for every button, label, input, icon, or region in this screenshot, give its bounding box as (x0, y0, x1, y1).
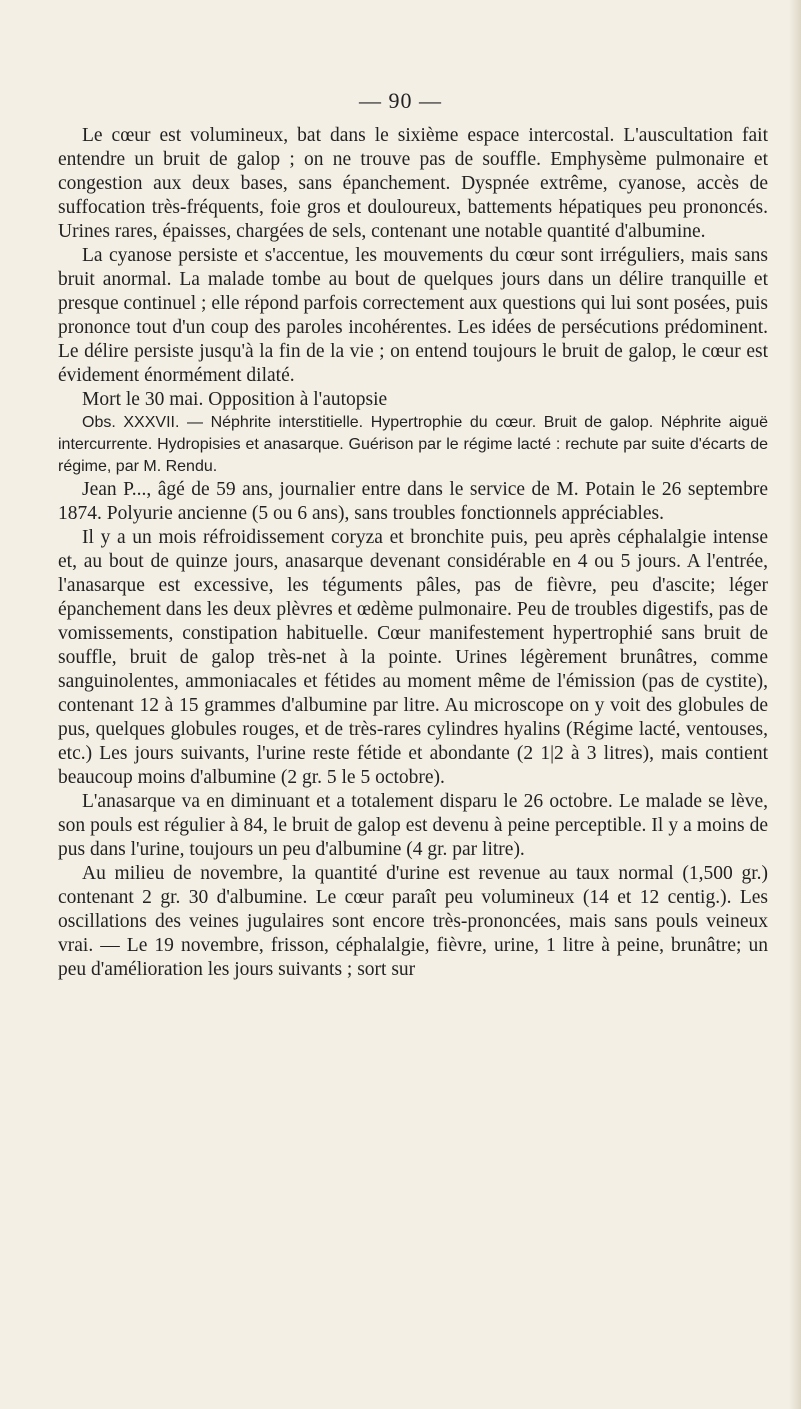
paragraph: Mort le 30 mai. Opposition à l'autopsie (82, 389, 388, 410)
paragraph: Le cœur est volumineux, bat dans le sixième espace intercostal. L'auscultation fait entendre un bruit de galop ; on ne trouve pas de souffle. Emphysème pulmonaire et congestion aux deux bases, sans épanchement. Dyspnée extrême, cyanose, accès de suffocation très-fréquents, foie gros et douloureux, battements hépatiques peu prononcés. Urines rares, épaisses, chargées de sels, contenant une notable quantité d'albumine. (58, 125, 768, 242)
observation-header: Obs. XXXVII. — Néphrite interstitielle. Hypertrophie du cœur. Bruit de galop. Néphrite aiguë intercurrente. Hydropisies et anasarque. Guérison par le régime lacté : rechute par suite d'écarts de régime, par M. Rendu. (58, 414, 768, 475)
page-number: — 90 — (359, 88, 442, 113)
paragraph: Jean P..., âgé de 59 ans, journalier entre dans le service de M. Potain le 26 septembre 1874. Polyurie ancienne (5 ou 6 ans), sans troubles fonctionnels appréciables. (58, 479, 768, 524)
paragraph: Il y a un mois réfroidissement coryza et bronchite puis, peu après céphalalgie intense et, au bout de quinze jours, anasarque devenant considérable en 4 ou 5 jours. A l'entrée, l'anasarque est excessive, les téguments pâles, pas de fièvre, peu d'ascite; léger épanchement dans les deux plèvres et œdème pulmonaire. Peu de troubles digestifs, pas de vomissements, constipation habituelle. Cœur manifestement hypertrophié sans bruit de souffle, bruit de galop très-net à la pointe. Urines légèrement brunâtres, comme sanguinolentes, ammoniacales et fétides au moment même de l'émission (pas de cystite), contenant 12 à 15 grammes d'albumine par litre. Au microscope on y voit des globules de pus, quelques globules rouges, et de très-rares cylindres hyalins (Régime lacté, ventouses, etc.) Les jours suivants, l'urine reste fétide et abondante (2 1|2 à 3 litres), mais contient beaucoup moins d'albumine (2 gr. 5 le 5 octobre). (58, 527, 768, 788)
paragraph: La cyanose persiste et s'accentue, les mouvements du cœur sont irréguliers, mais sans bruit anormal. La malade tombe au bout de quelques jours dans un délire tranquille et presque continuel ; elle répond parfois correctement aux questions qui lui sont posées, puis prononce tout d'un coup des paroles incohérentes. Les idées de persécutions prédominent. Le délire persiste jusqu'à la fin de la vie ; on entend toujours le bruit de galop, le cœur est évidement énormément dilaté. (58, 245, 768, 386)
page-text (58, 124, 768, 982)
page-edge-shadow (789, 0, 801, 1409)
paragraph: Au milieu de novembre, la quantité d'urine est revenue au taux normal (1,500 gr.) contenant 2 gr. 30 d'albumine. Le cœur paraît peu volumineux (14 et 12 centig.). Les oscillations des veines jugulaires sont encore très-prononcées, mais sans pouls veineux vrai. — Le 19 novembre, frisson, céphalalgie, fièvre, urine, 1 litre à peine, brunâtre; un peu d'amélioration les jours suivants ; sort sur (58, 863, 768, 980)
paragraph: L'anasarque va en diminuant et a totalement disparu le 26 octobre. Le malade se lève, son pouls est régulier à 84, le bruit de galop est devenu à peine perceptible. Il y a moins de pus dans l'urine, toujours un peu d'albumine (4 gr. par litre). (58, 791, 768, 860)
